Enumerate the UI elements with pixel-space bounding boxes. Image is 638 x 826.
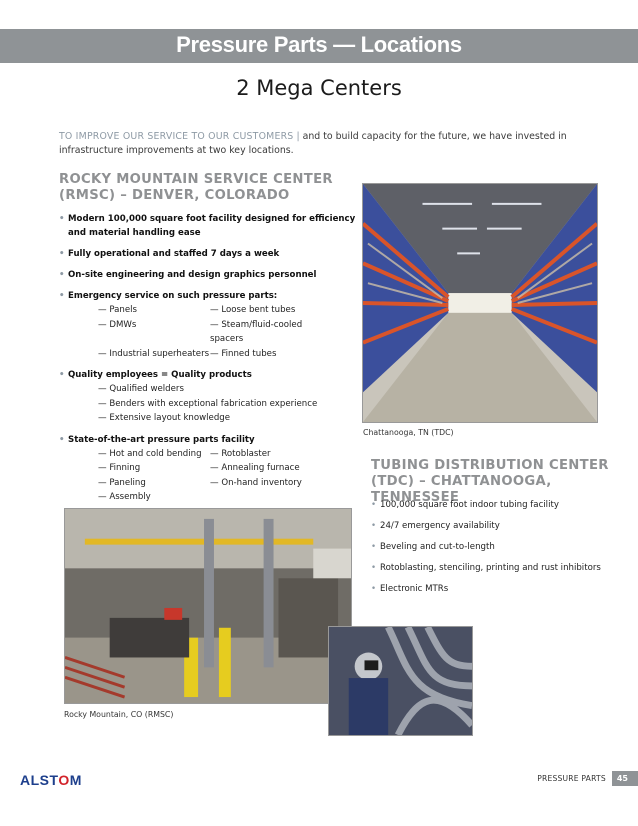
- welder-photo: [328, 626, 473, 736]
- rmsc-heading-line1: ROCKY MOUNTAIN SERVICE CENTER: [59, 172, 333, 187]
- sub-item: — Annealing furnace: [210, 463, 300, 473]
- page-subtitle: 2 Mega Centers: [236, 76, 402, 100]
- bullet-text: • Emergency service on such pressure parts:: [68, 291, 278, 301]
- logo-text-a: ALST: [20, 772, 59, 788]
- tdc-warehouse-photo: [362, 183, 598, 423]
- rmsc-bullet-emergency: [59, 289, 359, 361]
- footer-section-label: PRESSURE PARTS: [537, 774, 606, 783]
- sub-row: [68, 411, 359, 426]
- tdc-bullet: • Beveling and cut-to-length: [371, 540, 636, 554]
- rmsc-bullet-facility-features: [59, 433, 359, 505]
- sub-row: [68, 347, 359, 362]
- sub-row: [68, 318, 359, 347]
- sub-row: [68, 461, 359, 476]
- tdc-heading-line2: (TDC) – CHATTANOOGA, TENNESSEE: [371, 474, 552, 505]
- title-banner: [0, 29, 638, 63]
- logo-text-m: M: [69, 772, 82, 788]
- sub-row: [68, 397, 359, 412]
- tdc-bullet: • Electronic MTRs: [371, 582, 636, 596]
- tdc-photo-caption: Chattanooga, TN (TDC): [363, 428, 454, 437]
- sub-row: [68, 447, 359, 462]
- intro-paragraph: [59, 130, 599, 158]
- sub-row: [68, 476, 359, 491]
- sub-item: — Finned tubes: [210, 348, 277, 359]
- rmsc-photo-caption: Rocky Mountain, CO (RMSC): [64, 710, 174, 719]
- sub-item: — Qualified welders: [98, 384, 184, 394]
- sub-item: — Industrial superheaters: [98, 348, 210, 359]
- sub-item: — Steam/fluid-cooled spacers: [210, 319, 303, 344]
- rmsc-bullet-facility: [59, 212, 359, 240]
- logo-text-o: O: [58, 772, 70, 788]
- tdc-bullet: • 24/7 emergency availability: [371, 519, 636, 533]
- sub-list: [68, 303, 359, 361]
- bullet-text: • State-of-the-art pressure parts facility: [68, 434, 255, 445]
- intro-text: and to build capacity for the future, we have invested in infrastructure improvements at two key locations.: [59, 131, 567, 156]
- sub-item: — Finning: [98, 463, 141, 473]
- footer-page-info: [537, 771, 638, 786]
- sub-item: — Benders with exceptional fabrication experience: [98, 398, 318, 409]
- rmsc-heading-line2: (RMSC) – DENVER, COLORADO: [59, 188, 290, 203]
- bullet-text: • On-site engineering and design graphics personnel: [68, 270, 317, 280]
- page-number: 45: [612, 771, 638, 786]
- tdc-bullet: • Rotoblasting, stenciling, printing and rust inhibitors: [371, 561, 636, 575]
- sub-row: [68, 303, 359, 318]
- bullet-text: • Fully operational and staffed 7 days a week: [68, 249, 280, 259]
- intro-lead: TO IMPROVE OUR SERVICE TO OUR CUSTOMERS: [59, 131, 294, 142]
- intro-separator: |: [296, 131, 300, 142]
- sub-item: — Loose bent tubes: [210, 305, 296, 315]
- sub-item: — Assembly: [98, 492, 151, 502]
- tdc-heading-line1: TUBING DISTRIBUTION CENTER: [371, 458, 609, 473]
- sub-row: [68, 382, 359, 397]
- sub-item: — Rotoblaster: [210, 448, 271, 459]
- sub-row: [68, 490, 359, 505]
- tdc-bullet-list: [371, 498, 636, 603]
- sub-list: [68, 447, 359, 505]
- rmsc-bullet-list: [59, 212, 359, 512]
- rmsc-bullet-operational: [59, 247, 359, 261]
- sub-list: [68, 382, 359, 426]
- sub-item: — Hot and cold bending: [98, 448, 202, 459]
- sub-item: — DMWs: [98, 319, 137, 330]
- tdc-bullet: • 100,000 square foot indoor tubing facility: [371, 498, 636, 512]
- sub-item: — Panels: [98, 305, 137, 315]
- page-title: Pressure Parts — Locations: [176, 32, 462, 57]
- rmsc-heading: [59, 172, 349, 204]
- rmsc-shop-floor-photo: [64, 508, 352, 704]
- sub-item: — Extensive layout knowledge: [98, 413, 231, 423]
- rmsc-bullet-quality: [59, 368, 359, 426]
- sub-item: — Paneling: [98, 477, 146, 488]
- bullet-text: • Quality employees = Quality products: [68, 370, 252, 380]
- bullet-text-continued: and material handling ease: [68, 228, 201, 238]
- bullet-text: • Modern 100,000 square foot facility designed for efficiency: [68, 214, 356, 224]
- rmsc-bullet-engineering: [59, 268, 359, 282]
- alstom-logo: [20, 772, 82, 788]
- sub-item: — On-hand inventory: [210, 477, 302, 488]
